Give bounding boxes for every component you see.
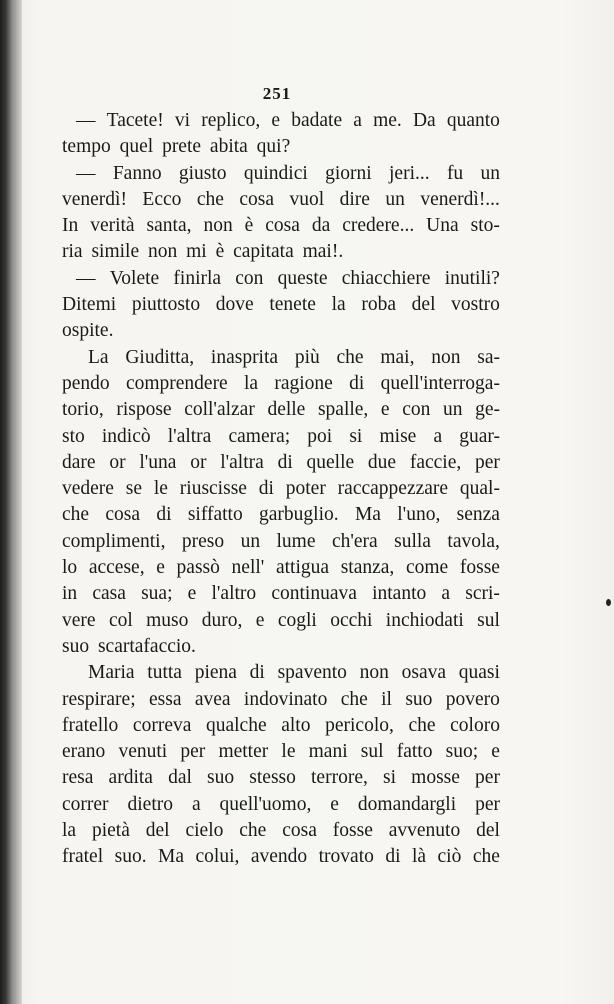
- text-line: dare or l'una or l'altra di quelle due faccie, per: [62, 451, 500, 473]
- text-line: lo accese, e passò nell' attigua stanza, come fosse: [62, 557, 500, 579]
- text-line: ria simile non mi è capitata mai!.: [62, 241, 344, 263]
- text-line: erano venuti per metter le mani sul fatto suo; e: [62, 741, 500, 763]
- text-line: fratel suo. Ma colui, avendo trovato di là ciò che: [62, 846, 500, 868]
- text-line: ospite.: [62, 320, 114, 342]
- text-line: resa ardita dal suo stesso terrore, si mosse per: [62, 767, 500, 789]
- text-line: in casa sua; e l'altro continuava intanto a scri-: [62, 583, 500, 605]
- text-line: pendo comprendere la ragione di quell'interroga-: [62, 372, 500, 394]
- text-line: che cosa di siffatto garbuglio. Ma l'uno, senza: [62, 504, 500, 526]
- text-line: — Volete finirla con queste chiacchiere inutili?: [76, 267, 500, 289]
- text-line: fratello correva qualche alto pericolo, che coloro: [62, 714, 500, 736]
- text-line: la pietà del cielo che cosa fosse avvenuto del: [62, 820, 500, 842]
- text-line: suo scartafaccio.: [62, 635, 196, 657]
- text-line: torio, rispose coll'alzar delle spalle, e con un ge-: [62, 399, 500, 421]
- text-line: — Tacete! vi replico, e badate a me. Da quanto: [76, 110, 500, 131]
- text-line: vere col muso duro, e cogli occhi inchiodati sul: [62, 609, 500, 631]
- text-line: vedere se le riuscisse di poter raccappezzare qual-: [62, 478, 500, 500]
- text-line: La Giuditta, inasprita più che mai, non sa-: [88, 346, 500, 368]
- ink-speck: [606, 599, 611, 606]
- text-line: In verità santa, non è cosa da credere... Una sto-: [62, 215, 500, 237]
- text-line: — Fanno giusto quindici giorni jeri... fu un: [76, 162, 500, 184]
- text-line: Maria tutta piena di spavento non osava quasi: [88, 662, 500, 684]
- text-line: complimenti, preso un lume ch'era sulla tavola,: [62, 530, 500, 552]
- book-gutter: [0, 0, 22, 1004]
- text-line: correr dietro a quell'uomo, e domandargli per: [62, 793, 500, 815]
- text-line: sto indicò l'altra camera; poi si mise a guar-: [62, 425, 500, 447]
- text-line: respirare; essa avea indovinato che il suo povero: [62, 688, 500, 710]
- page-text: [62, 108, 500, 871]
- text-line: tempo quel prete abita qui?: [62, 136, 291, 158]
- text-line: Ditemi piuttosto dove tenete la roba del vostro: [62, 294, 500, 316]
- page-number: 251: [262, 84, 292, 103]
- text-line: venerdì! Ecco che cosa vuol dire un venerdì!...: [62, 188, 500, 210]
